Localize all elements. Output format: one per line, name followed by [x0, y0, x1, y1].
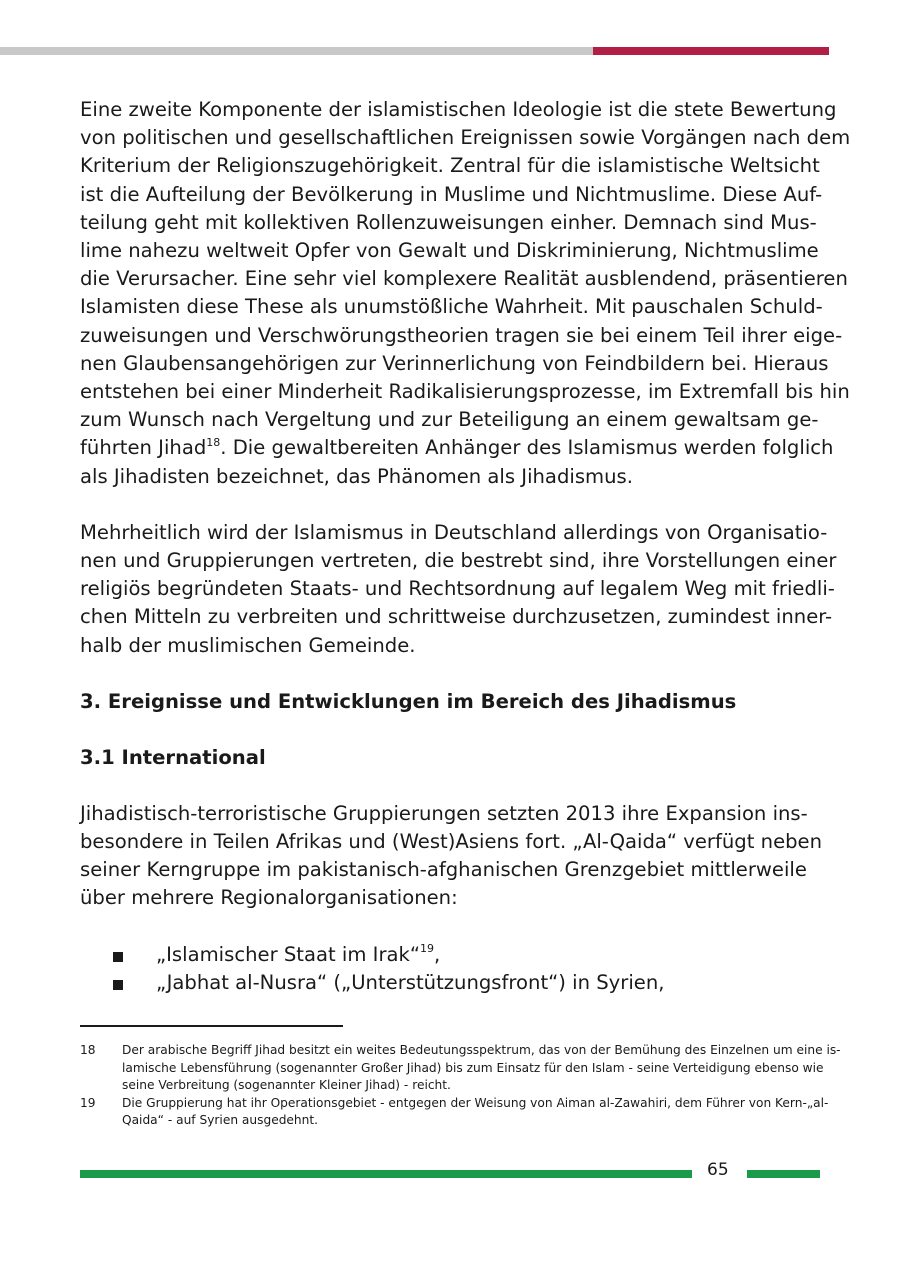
footnote-number: 18: [80, 1043, 96, 1057]
text-line: religiös begründeten Staats- und Rechtsordnung auf legalem Weg mit friedli-: [80, 577, 835, 601]
footnote-divider: [80, 1025, 343, 1027]
text-segment: . Die gewaltbereiten Anhänger des Islamismus werden folglich: [220, 436, 834, 460]
text-line: ist die Aufteilung der Bevölkerung in Muslime und Nichtmuslime. Diese Auf-: [80, 182, 823, 206]
text-line: die Verursacher. Eine sehr viel komplexere Realität ausblendend, präsentieren: [80, 267, 848, 291]
text-line: Kriterium der Religionszugehörigkeit. Zentral für die islamistische Weltsicht: [80, 154, 820, 178]
list-item-text: ,: [434, 942, 441, 966]
bullet-square-icon: [113, 980, 123, 990]
text-line: seiner Kerngruppe im pakistanisch-afghanischen Grenzgebiet mittlerweile: [80, 858, 807, 882]
text-line: als Jihadisten bezeichnet, das Phänomen als Jihadismus.: [80, 464, 633, 488]
header-rule-gray: [0, 47, 593, 55]
footnotes: [80, 1042, 841, 1130]
footer-rule-green-left: [80, 1170, 692, 1178]
text-line: von politischen und gesellschaftlichen Ereignissen sowie Vorgängen nach dem: [80, 126, 851, 150]
text-line: Islamisten diese These als unumstößliche Wahrheit. Mit pauschalen Schuld-: [80, 295, 823, 319]
footnote-18: [80, 1042, 841, 1095]
text-segment: führten Jihad: [80, 436, 207, 460]
text-line: Jihadistisch-terroristische Gruppierungen setzten 2013 ihre Expansion ins-: [80, 801, 808, 825]
text-line: teilung geht mit kollektiven Rollenzuweisungen einher. Demnach sind Mus-: [80, 210, 817, 234]
paragraph-ideology: [80, 96, 851, 491]
text-line: [80, 434, 834, 462]
text-line: zum Wunsch nach Vergeltung und zur Beteiligung an einem gewaltsam ge-: [80, 408, 819, 432]
text-line: lime nahezu weltweit Opfer von Gewalt und Diskriminierung, Nichtmuslime: [80, 239, 819, 263]
bullet-square-icon: [113, 952, 123, 962]
list-item: [80, 969, 822, 998]
text-line: besondere in Teilen Afrikas und (West)Asiens fort. „Al-Qaida“ verfügt neben: [80, 830, 823, 854]
footnote-number: 19: [80, 1095, 96, 1110]
section-heading: 3. Ereignisse und Entwicklungen im Bereich des Jihadismus: [80, 689, 737, 713]
text-line: zuweisungen und Verschwörungstheorien tragen sie bei einem Teil ihrer eige-: [80, 323, 843, 347]
list-item-text: „Jabhat al-Nusra“ („Unterstützungsfront“) in Syrien,: [156, 971, 665, 995]
paragraph-majority: [80, 519, 837, 660]
footnote-line: Die Gruppierung hat ihr Operationsgebiet - entgegen der Weisung von Aiman al-Zawahiri, dem Führer von Kern-„al-: [122, 1095, 829, 1110]
footnote-line: Der arabische Begriff Jihad besitzt ein weites Bedeutungsspektrum, das von der Bemühung des Einzelnen um eine is-: [122, 1043, 841, 1057]
text-line: nen und Gruppierungen vertreten, die bestrebt sind, ihre Vorstellungen einer: [80, 549, 837, 573]
list-item-text: „Islamischer Staat im Irak“: [156, 942, 420, 966]
subsection-heading: 3.1 International: [80, 745, 266, 769]
footnote-ref-19[interactable]: 19: [420, 942, 434, 956]
text-line: entstehen bei einer Minderheit Radikalisierungsprozesse, im Extremfall bis hin: [80, 380, 850, 404]
text-line: Mehrheitlich wird der Islamismus in Deutschland allerdings von Organisatio-: [80, 520, 828, 544]
list-item: [80, 941, 822, 970]
footnote-line: Qaida“ - auf Syrien ausgedehnt.: [122, 1113, 319, 1128]
text-line: halb der muslimischen Gemeinde.: [80, 633, 416, 657]
footnote-ref-18[interactable]: 18: [206, 435, 221, 449]
header-rule-red: [593, 47, 829, 55]
text-line: nen Glaubensangehörigen zur Verinnerlichung von Feindbildern bei. Hieraus: [80, 351, 829, 375]
text-line: chen Mitteln zu verbreiten und schrittweise durchzusetzen, zumindest inner-: [80, 605, 833, 629]
footer-rule-green-right: [747, 1170, 820, 1178]
text-line: über mehrere Regionalorganisationen:: [80, 886, 458, 910]
main-content: [80, 96, 851, 998]
page-number: 65: [707, 1160, 729, 1180]
footnote-line: lamische Lebensführung (sogenannter Großer Jihad) bis zum Einsatz für den Islam - seine Verteidigung ebenso wie: [122, 1060, 824, 1075]
footnote-line: seine Verbreitung (sogenannter Kleiner Jihad) - reicht.: [122, 1078, 451, 1093]
paragraph-international: [80, 800, 822, 913]
footnote-19: [80, 1095, 829, 1130]
bullet-list: [80, 941, 822, 998]
text-line: Eine zweite Komponente der islamistischen Ideologie ist die stete Bewertung: [80, 98, 837, 121]
